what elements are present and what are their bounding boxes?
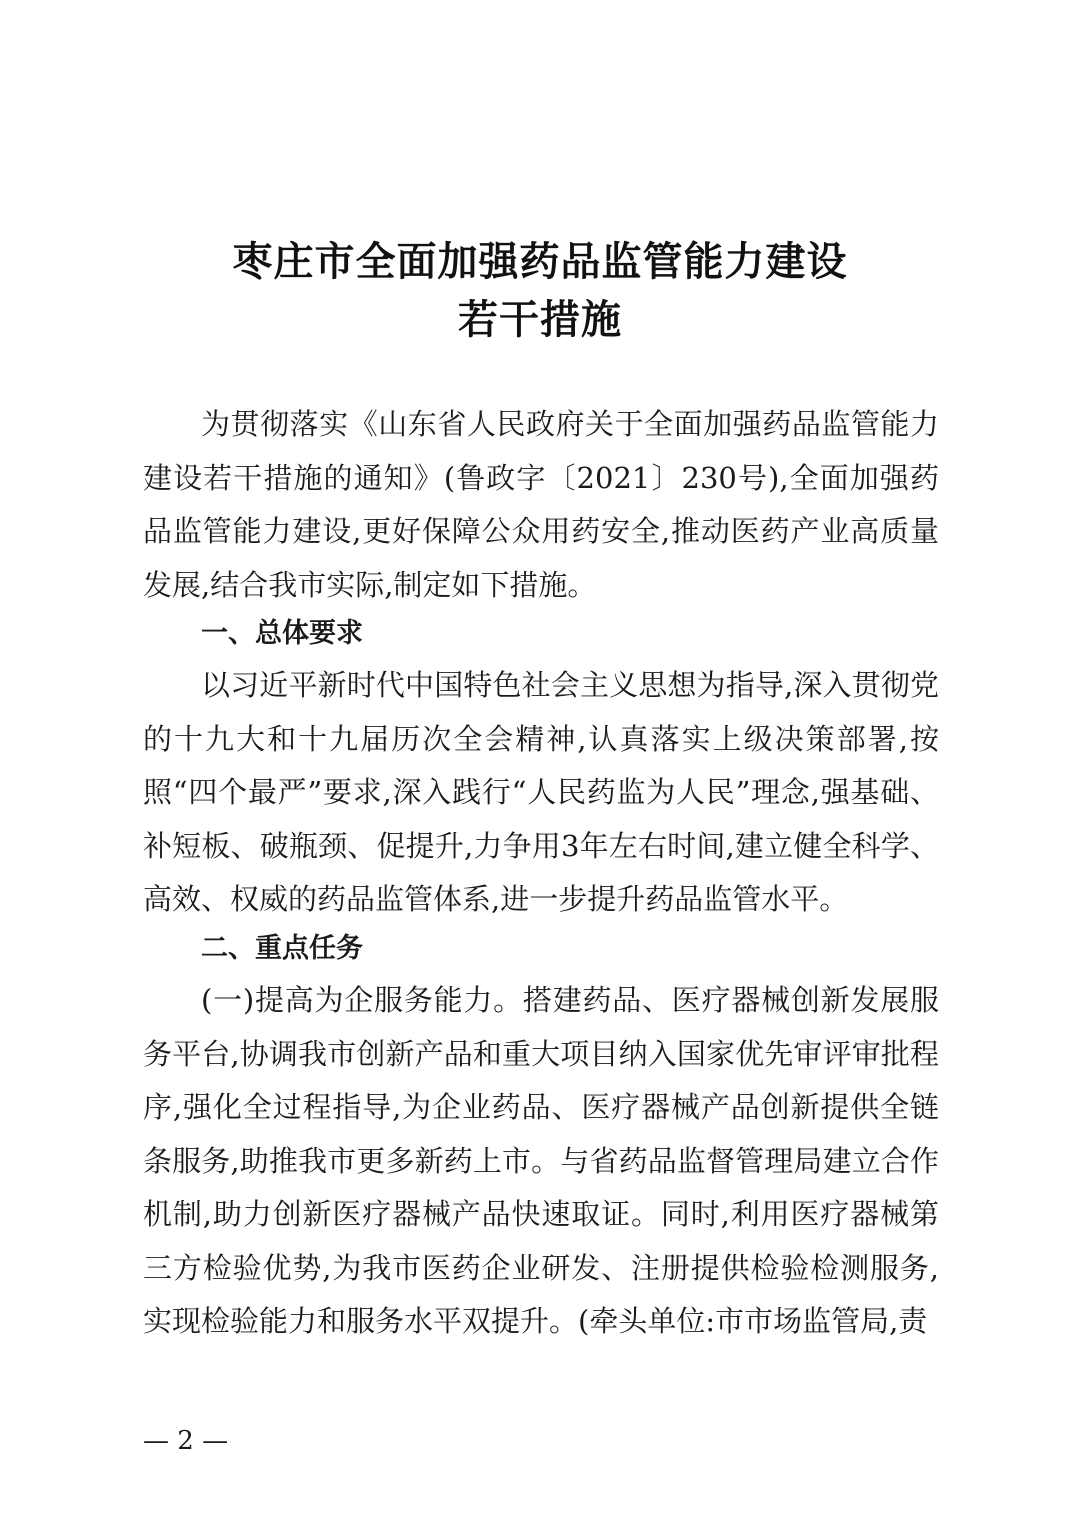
title-line-2: 若干措施 xyxy=(458,296,622,343)
section2-heading-block xyxy=(143,922,939,976)
intro-section xyxy=(143,398,939,612)
title-line-1: 枣庄市全面加强药品监管能力建设 xyxy=(232,238,848,285)
section2-item1-paragraph: (一)提高为企服务能力。搭建药品、医疗器械创新发展服务平台,协调我市创新产品和重大项目纳入国家优先审评审批程序,强化全过程指导,为企业药品、医疗器械产品创新提供全链条服务,助推我市更多新药上市。与省药品监督管理局建立合作机制,助力创新医疗器械产品快速取证。同时,利用医疗器械第三方检验优势,为我市医药企业研发、注册提供检验检测服务,实现检验能力和服务水平双提升。(牵头单位:市市场监管局,责 xyxy=(143,983,939,1338)
section1-heading-block xyxy=(143,607,939,661)
section1-paragraph: 以习近平新时代中国特色社会主义思想为指导,深入贯彻党的十九大和十九届历次全会精神,认真落实上级决策部署,按照“四个最严”要求,深入践行“人民药监为人民”理念,强基础、补短板、破瓶颈、促提升,力争用3年左右时间,建立健全科学、高效、权威的药品监管体系,进一步提升药品监管水平。 xyxy=(143,668,939,916)
document-title xyxy=(0,233,1080,349)
page-number: — 2 — xyxy=(143,1426,229,1456)
intro-paragraph: 为贯彻落实《山东省人民政府关于全面加强药品监管能力建设若干措施的通知》(鲁政字〔2021〕230号),全面加强药品监管能力建设,更好保障公众用药安全,推动医药产业高质量发展,结合我市实际,制定如下措施。 xyxy=(143,407,939,602)
section2-heading: 二、重点任务 xyxy=(201,933,363,964)
section1-body-block xyxy=(143,659,939,927)
section2-item1-block xyxy=(143,974,939,1349)
section1-heading: 一、总体要求 xyxy=(201,618,363,649)
